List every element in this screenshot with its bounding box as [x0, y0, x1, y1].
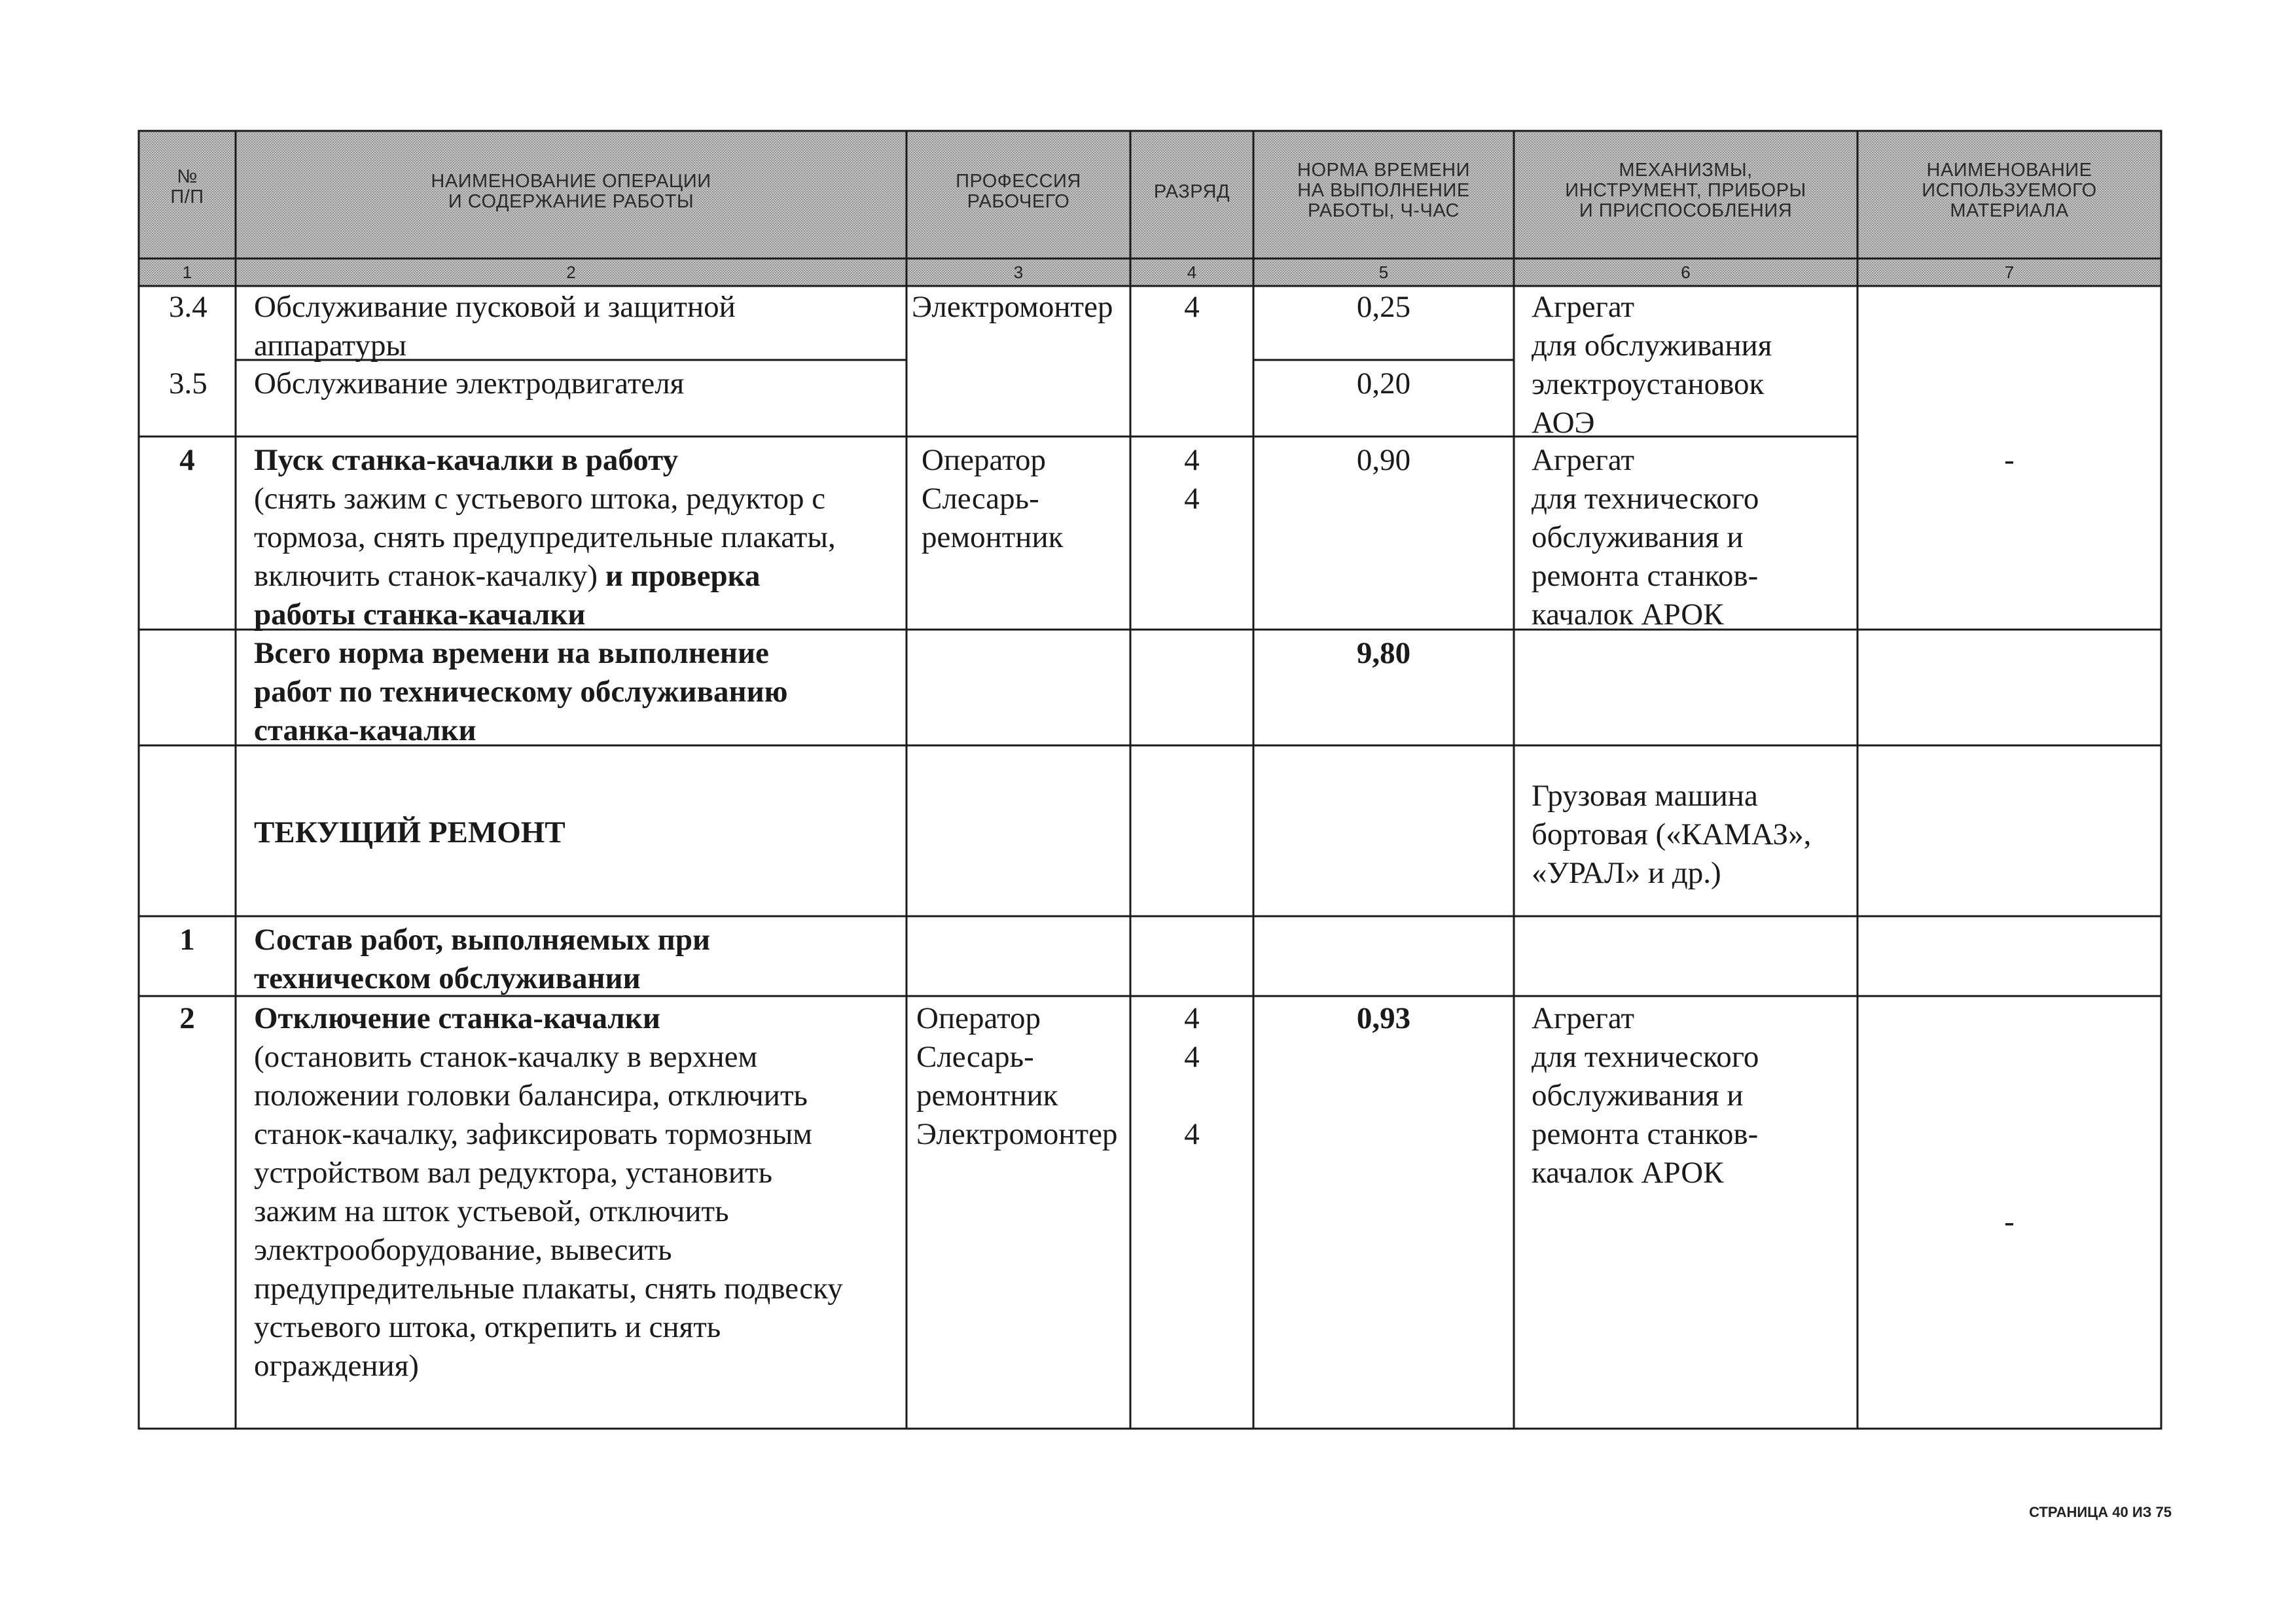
mechanism-text: Агрегат для технического обслуживания и ремонта станков- качалок АРОК: [1532, 1001, 1759, 1190]
header-col-time-norm: НОРМА ВРЕМЕНИ НА ВЫПОЛНЕНИЕ РАБОТЫ, Ч-ЧАС: [1297, 160, 1470, 221]
column-number: 7: [2004, 262, 2015, 282]
grade-value: 4 4 4: [1184, 1001, 1200, 1151]
mechanism-text: Агрегат для обслуживания электроустановок АОЭ: [1532, 290, 1772, 440]
time-value: 0,90: [1356, 443, 1411, 477]
operation-text: Пуск станка-качалки в работу (снять зажим с устьевого штока, редуктор с тормоза, снять предупредительные плакаты, включить станок-качалку) и проверка работы станка-качалки: [254, 443, 836, 632]
header-col-number: № П/П: [170, 166, 204, 207]
time-value: 0,20: [1356, 366, 1411, 401]
operation-text: Состав работ, выполняемых при техническом обслуживании: [254, 923, 711, 995]
column-number: 6: [1681, 262, 1691, 282]
column-number: 2: [566, 262, 576, 282]
section-title: ТЕКУЩИЙ РЕМОНТ: [254, 815, 565, 849]
row-number: 3.5: [169, 366, 207, 401]
mechanism-text: Грузовая машина бортовая («КАМАЗ», «УРАЛ» и др.): [1532, 779, 1812, 890]
mechanism-text: Агрегат для технического обслуживания и ремонта станков- качалок АРОК: [1532, 443, 1759, 632]
operation-text: Обслуживание электродвигателя: [254, 366, 685, 401]
page-number: СТРАНИЦА 40 ИЗ 75: [2029, 1504, 2172, 1520]
total-label: Всего норма времени на выполнение работ по техническому обслуживанию станка-качалки: [254, 636, 788, 747]
profession-text: Электромонтер: [912, 290, 1113, 324]
column-number: 5: [1378, 262, 1389, 282]
time-value: 0,25: [1356, 290, 1411, 324]
header-col-mechanisms: МЕХАНИЗМЫ, ИНСТРУМЕНТ, ПРИБОРЫ И ПРИСПОСОБЛЕНИЯ: [1565, 160, 1806, 221]
total-value: 9,80: [1356, 636, 1411, 670]
grade-value: 4 4: [1184, 443, 1200, 516]
time-value: 0,93: [1356, 1001, 1411, 1035]
profession-text: Оператор Слесарь- ремонтник: [922, 443, 1064, 554]
column-number: 4: [1187, 262, 1197, 282]
profession-text: Оператор Слесарь- ремонтник Электромонтер: [916, 1001, 1118, 1151]
grade-value: 4: [1184, 290, 1200, 324]
column-number: 1: [182, 262, 192, 282]
header-col-material: НАИМЕНОВАНИЕ ИСПОЛЬЗУЕМОГО МАТЕРИАЛА: [1922, 160, 2097, 221]
material-value: -: [2004, 1205, 2015, 1239]
header-col-profession: ПРОФЕССИЯ РАБОЧЕГО: [956, 171, 1081, 212]
operation-text: Обслуживание пусковой и защитной аппаратуры: [254, 290, 736, 363]
header-col-grade: РАЗРЯД: [1153, 181, 1230, 202]
row-number: 3.4: [169, 290, 207, 324]
operation-text: Отключение станка-качалки (остановить станок-качалку в верхнем положении головки балансира, отключить станок-качалку, зафиксировать тормозным устройством вал редуктора, установить зажим на шток устьевой, отключить электрооборудование, вывесить предупредительные плакаты, снять подвеску устьевого штока, открепить и снять ограждения): [254, 1001, 843, 1383]
row-number: 4: [179, 443, 195, 477]
column-number: 3: [1013, 262, 1024, 282]
row-number: 2: [179, 1001, 195, 1035]
header-col-operation: НАИМЕНОВАНИЕ ОПЕРАЦИИ И СОДЕРЖАНИЕ РАБОТЫ: [431, 171, 711, 212]
row-number: 1: [179, 923, 195, 957]
material-value: -: [2004, 443, 2015, 477]
